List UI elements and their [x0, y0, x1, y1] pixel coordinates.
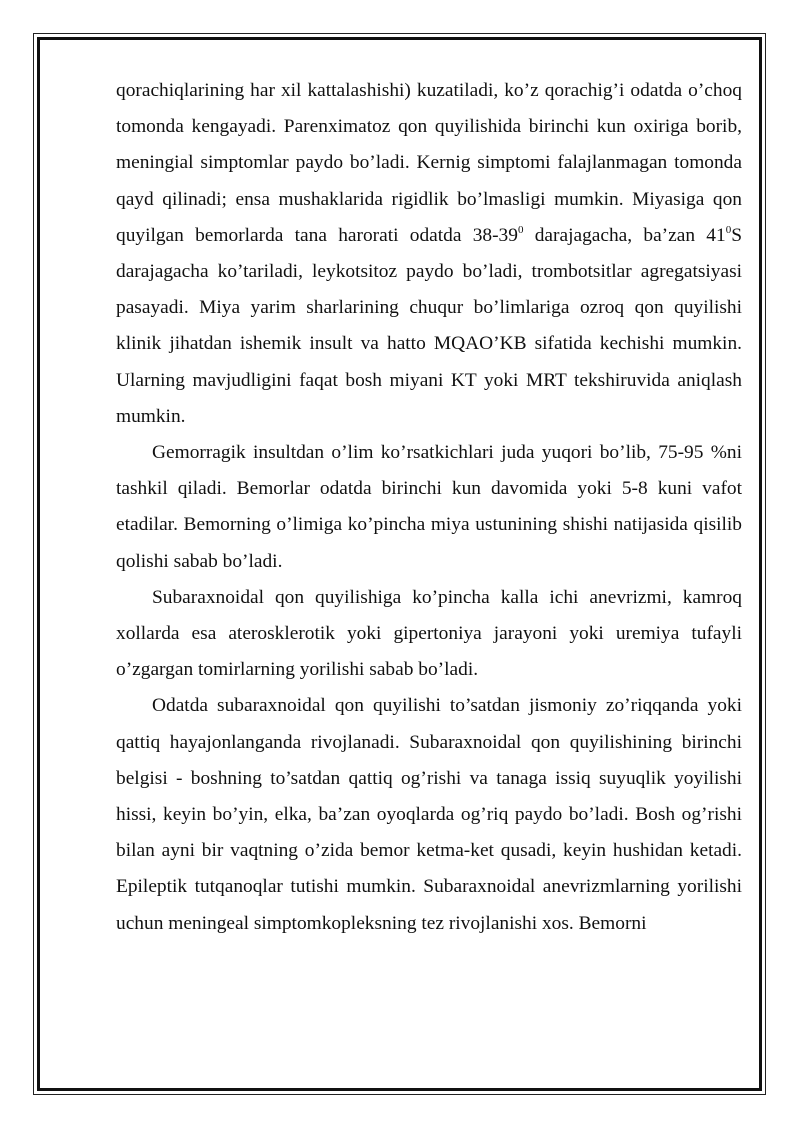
paragraph-mortality: Gemorragik insultdan o’lim ko’rsatkichlari juda yuqori bo’lib, 75-95 %ni tashkil qiladi. Bemorlar odatda birinchi kun davomida yoki 5-8 kuni vafot etadilar. Bemorning o’limiga ko’pincha miya ustunining shishi natijasida qisilib qolishi sabab bo’ladi.: [116, 442, 742, 572]
paragraph-continued: [116, 73, 742, 435]
paragraph-causes: Subaraxnoidal qon quyilishiga ko’pincha kalla ichi anevrizmi, kamroq xollarda esa aterosklerotik yoki gipertoniya jarayoni yoki uremiya tufayli o’zgargan tomirlarning yorilishi sabab bo’ladi.: [116, 586, 742, 681]
document-body: [116, 73, 742, 942]
superscript-degree-2: 0: [725, 223, 732, 236]
superscript-degree-1: 0: [517, 223, 524, 236]
paragraph-continued-part-a: qorachiqlarining har xil kattalashishi) kuzatiladi, ko’z qorachig’i odatda o’choq tomonda kengayadi. Parenximatoz qon quyilishida birinchi kun oxiriga borib, meningial simptomlar paydo bo’ladi. Kernig simptomi falajlanmagan tomonda qayd qilinadi; ensa mushaklarida rigidlik bo’lmasligi mumkin. Miyasiga qon quyilgan bemorlarda tana harorati odatda 38-39: [116, 80, 742, 246]
paragraph-onset: Odatda subaraxnoidal qon quyilishi to’satdan jismoniy zo’riqqanda yoki qattiq hayajonlanganda rivojlanadi. Subaraxnoidal qon quyilishining birinchi belgisi - boshning to’satdan qattiq og’rishi va tanaga issiq suyuqlik yoyilishi hissi, keyin bo’yin, elka, ba’zan oyoqlarda og’riq paydo bo’ladi. Bosh og’rishi bilan ayni bir vaqtning o’zida bemor ketma-ket qusadi, keyin hushidan ketadi. Epileptik tutqanoqlar tutishi mumkin. Subaraxnoidal anevrizmlarning yorilishi uchun meningeal simptomkopleksning tez rivojlanishi xos. Bemorni: [116, 695, 742, 934]
paragraph-continued-part-c: S darajagacha ko’tariladi, leykotsitoz paydo bo’ladi, trombotsitlar agregatsiyasi pasayadi. Miya yarim sharlarining chuqur bo’limlariga ozroq qon quyilishi klinik jihatdan ishemik insult va hatto MQAO’KB sifatida kechishi mumkin. Ularning mavjudligini faqat bosh miyani KT yoki MRT tekshiruvida aniqlash mumkin.: [116, 224, 742, 427]
paragraph-continued-part-b: darajagacha, ba’zan 41: [523, 224, 726, 246]
